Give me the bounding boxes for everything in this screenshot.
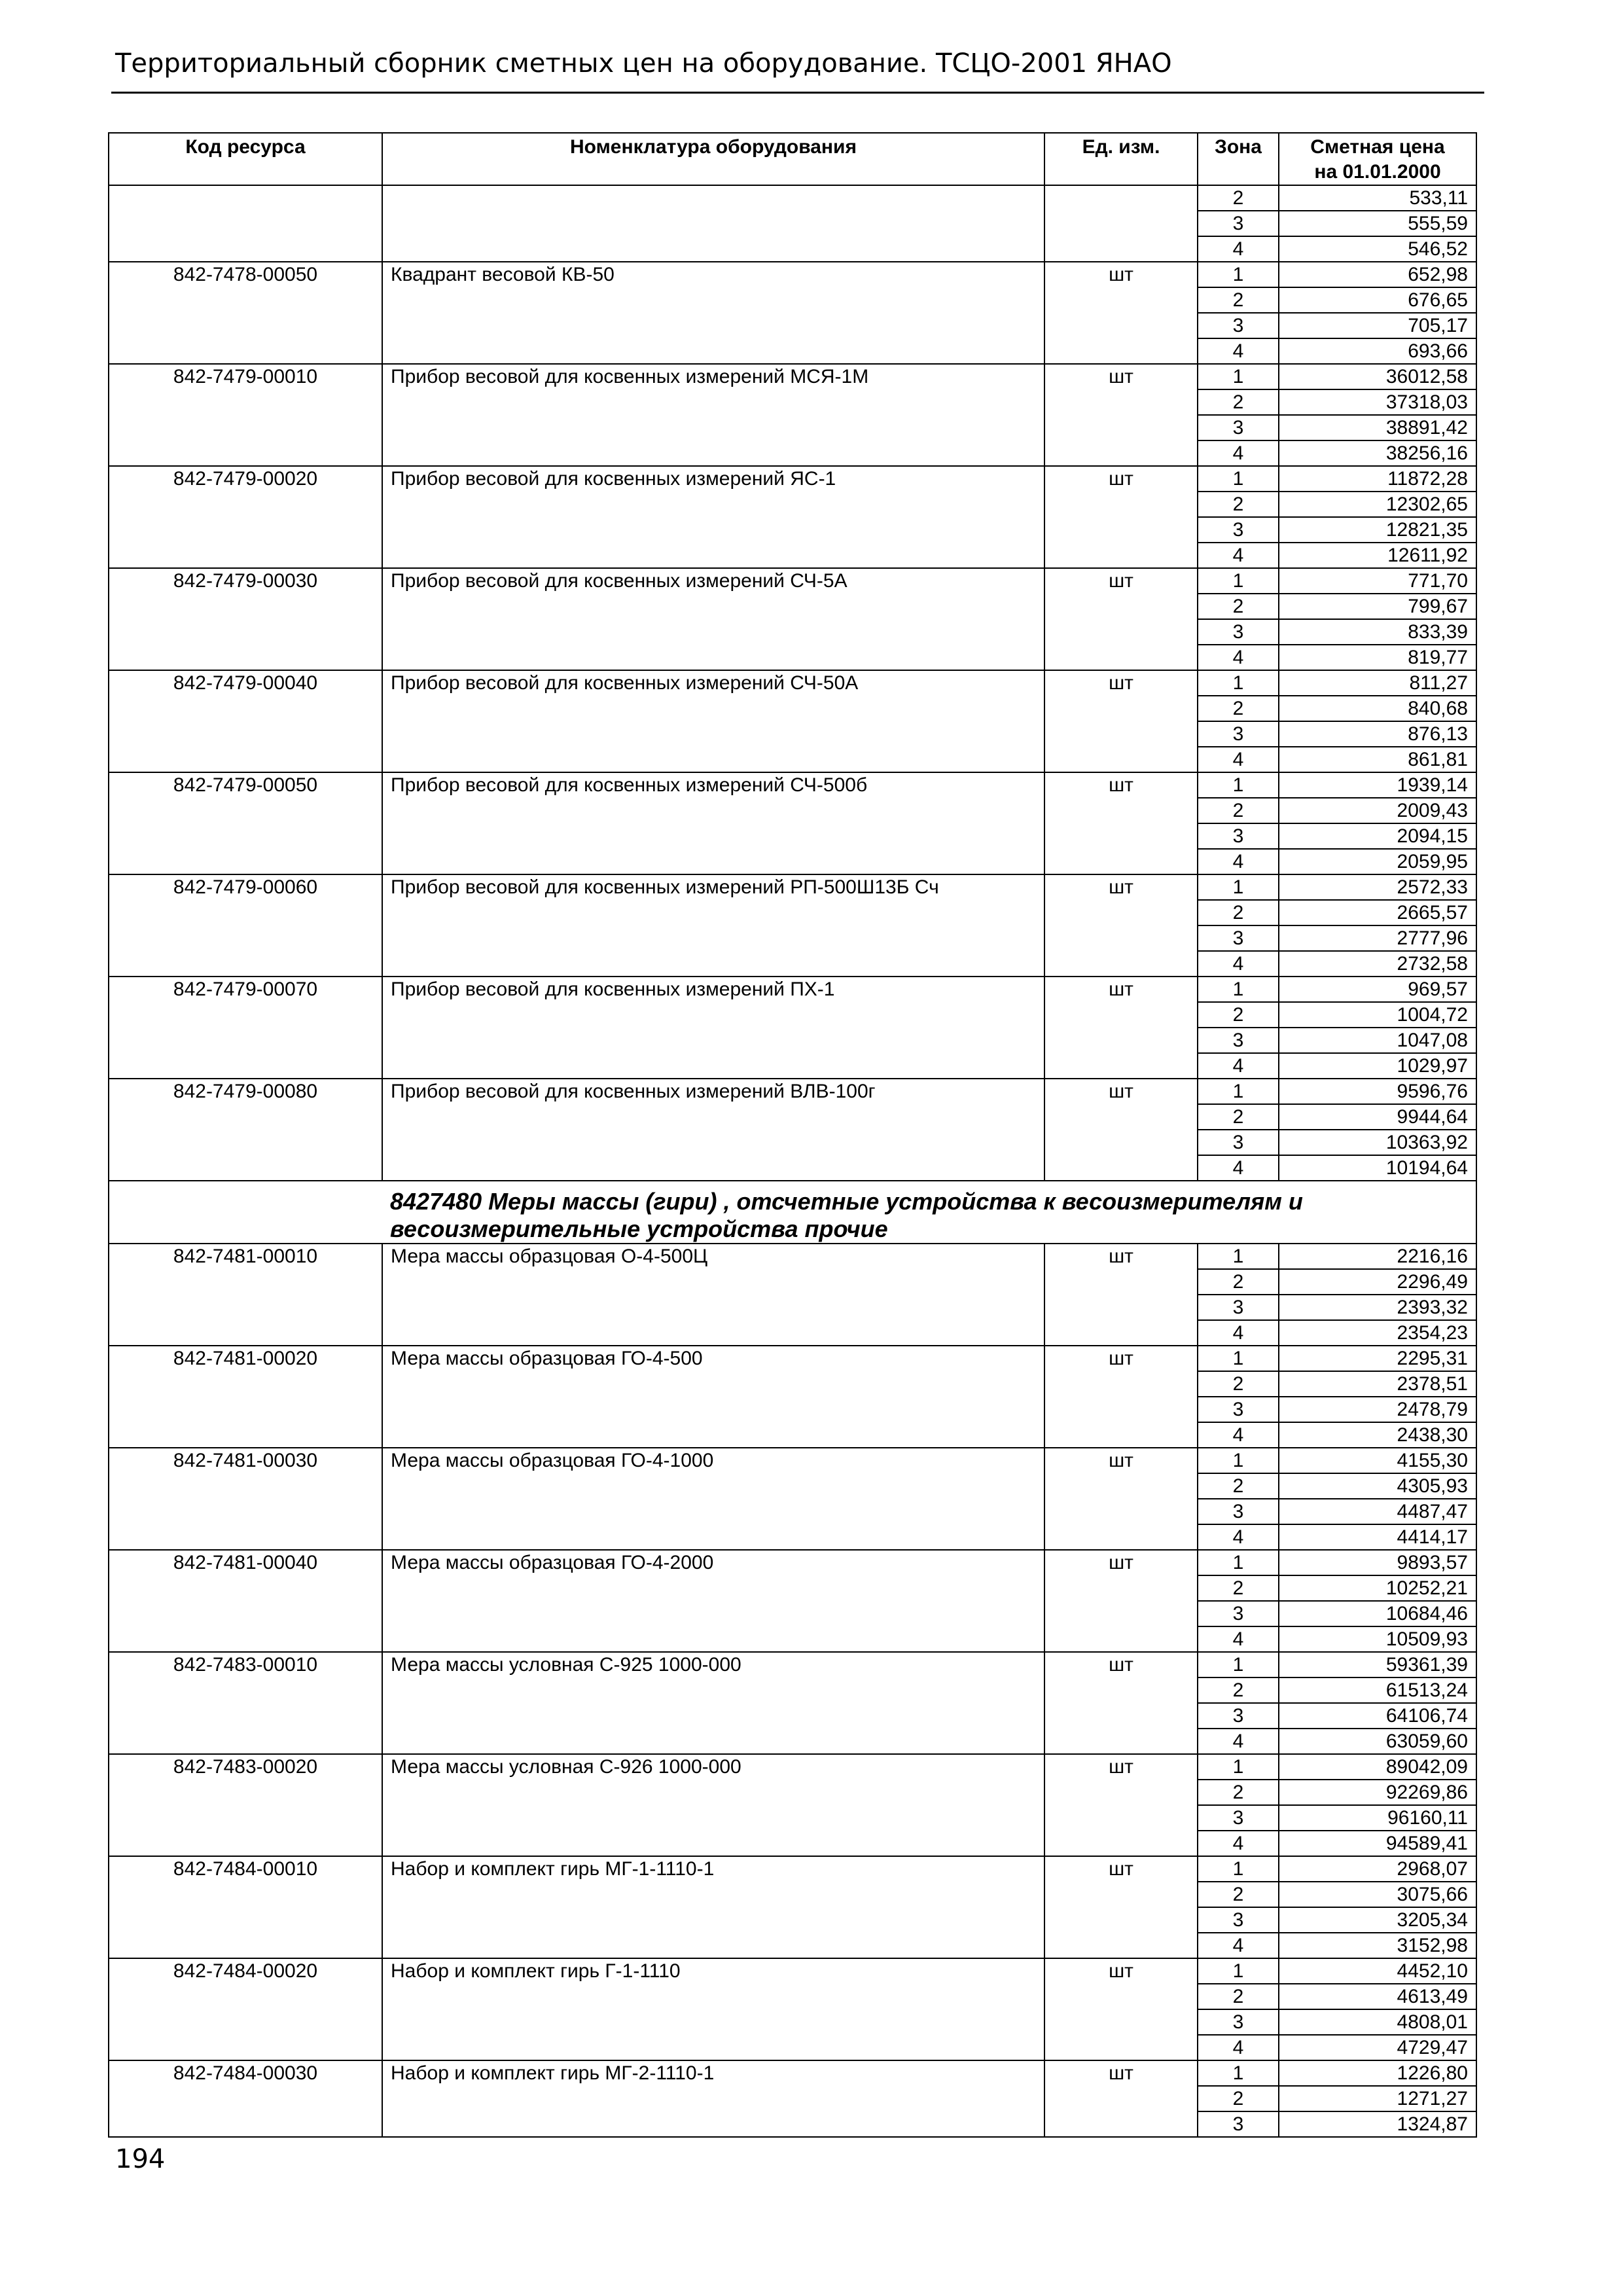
zone-cell: 2 (1198, 1371, 1279, 1397)
price-cell: 2438,30 (1279, 1422, 1476, 1448)
resource-code-cell: 842-7481-00010 (109, 1244, 382, 1346)
price-cell: 693,66 (1279, 338, 1476, 364)
zone-cell: 4 (1198, 1831, 1279, 1856)
price-cell: 771,70 (1279, 568, 1476, 594)
zone-cell: 1 (1198, 466, 1279, 492)
column-header-name: Номенклатура оборудования (382, 133, 1044, 185)
equipment-name-cell: Прибор весовой для косвенных измерений ПХ-1 (382, 977, 1044, 1079)
zone-cell: 3 (1198, 1295, 1279, 1320)
table-row (109, 466, 1476, 492)
column-header-price (1279, 133, 1476, 185)
zone-cell: 3 (1198, 1397, 1279, 1422)
price-cell: 2378,51 (1279, 1371, 1476, 1397)
zone-cell: 4 (1198, 747, 1279, 772)
price-cell: 38891,42 (1279, 415, 1476, 440)
zone-cell: 3 (1198, 1907, 1279, 1933)
price-cell: 705,17 (1279, 313, 1476, 338)
table-row (109, 2060, 1476, 2086)
unit-cell: шт (1044, 466, 1198, 568)
zone-cell: 3 (1198, 313, 1279, 338)
price-cell: 61513,24 (1279, 1677, 1476, 1703)
zone-cell: 2 (1198, 696, 1279, 721)
zone-cell: 1 (1198, 1958, 1279, 1984)
price-cell: 533,11 (1279, 185, 1476, 211)
price-cell: 2732,58 (1279, 951, 1476, 977)
equipment-name-cell: Набор и комплект гирь МГ-2-1110-1 (382, 2060, 1044, 2137)
price-cell: 876,13 (1279, 721, 1476, 747)
zone-cell: 2 (1198, 1677, 1279, 1703)
zone-cell: 3 (1198, 1805, 1279, 1831)
column-header-code: Код ресурса (109, 133, 382, 185)
price-cell: 59361,39 (1279, 1652, 1476, 1677)
price-cell: 969,57 (1279, 977, 1476, 1002)
zone-cell: 3 (1198, 925, 1279, 951)
table-row (109, 1958, 1476, 1984)
resource-code-cell: 842-7479-00070 (109, 977, 382, 1079)
resource-code-cell: 842-7484-00030 (109, 2060, 382, 2137)
price-cell: 2777,96 (1279, 925, 1476, 951)
equipment-name-cell: Мера массы условная С-925 1000-000 (382, 1652, 1044, 1754)
price-cell: 819,77 (1279, 645, 1476, 670)
zone-cell: 4 (1198, 1933, 1279, 1958)
price-cell: 4613,49 (1279, 1984, 1476, 2009)
zone-cell: 1 (1198, 262, 1279, 287)
zone-cell: 4 (1198, 1320, 1279, 1346)
equipment-name-cell: Мера массы образцовая О-4-500Ц (382, 1244, 1044, 1346)
zone-cell: 4 (1198, 645, 1279, 670)
resource-code-cell: 842-7483-00010 (109, 1652, 382, 1754)
column-header-zone: Зона (1198, 133, 1279, 185)
zone-cell: 2 (1198, 594, 1279, 619)
unit-cell: шт (1044, 364, 1198, 466)
unit-cell: шт (1044, 1244, 1198, 1346)
table-row (109, 1346, 1476, 1371)
price-cell: 2094,15 (1279, 823, 1476, 849)
zone-cell: 1 (1198, 772, 1279, 798)
price-cell: 9944,64 (1279, 1104, 1476, 1130)
unit-cell: шт (1044, 1079, 1198, 1181)
price-cell: 4808,01 (1279, 2009, 1476, 2035)
zone-cell: 3 (1198, 823, 1279, 849)
equipment-name-cell: Квадрант весовой КВ-50 (382, 262, 1044, 364)
zone-cell: 1 (1198, 364, 1279, 389)
price-cell: 676,65 (1279, 287, 1476, 313)
price-cell: 63059,60 (1279, 1729, 1476, 1754)
zone-cell: 3 (1198, 211, 1279, 236)
price-cell: 10363,92 (1279, 1130, 1476, 1155)
zone-cell: 1 (1198, 1346, 1279, 1371)
zone-cell: 2 (1198, 389, 1279, 415)
resource-code-cell: 842-7481-00020 (109, 1346, 382, 1448)
equipment-name-cell: Набор и комплект гирь МГ-1-1110-1 (382, 1856, 1044, 1958)
price-cell: 3205,34 (1279, 1907, 1476, 1933)
table-row (109, 364, 1476, 389)
zone-cell: 1 (1198, 2060, 1279, 2086)
unit-cell: шт (1044, 1652, 1198, 1754)
table-row (109, 568, 1476, 594)
price-cell: 36012,58 (1279, 364, 1476, 389)
price-cell: 1271,27 (1279, 2086, 1476, 2111)
zone-cell: 3 (1198, 2009, 1279, 2035)
unit-cell: шт (1044, 262, 1198, 364)
zone-cell: 4 (1198, 1422, 1279, 1448)
zone-cell: 3 (1198, 1601, 1279, 1626)
zone-cell: 4 (1198, 236, 1279, 262)
zone-cell: 1 (1198, 670, 1279, 696)
equipment-name-cell: Набор и комплект гирь Г-1-1110 (382, 1958, 1044, 2060)
column-header-price-line1: Сметная цена (1310, 136, 1445, 158)
zone-cell: 2 (1198, 287, 1279, 313)
price-cell: 833,39 (1279, 619, 1476, 645)
zone-cell: 2 (1198, 900, 1279, 925)
zone-cell: 2 (1198, 1104, 1279, 1130)
price-cell: 96160,11 (1279, 1805, 1476, 1831)
price-cell: 840,68 (1279, 696, 1476, 721)
equipment-name-cell: Мера массы образцовая ГО-4-2000 (382, 1550, 1044, 1652)
table-row (109, 874, 1476, 900)
price-cell: 10252,21 (1279, 1575, 1476, 1601)
zone-cell: 2 (1198, 1269, 1279, 1295)
zone-cell: 1 (1198, 977, 1279, 1002)
equipment-name-cell: Мера массы условная С-926 1000-000 (382, 1754, 1044, 1856)
table-row (109, 1652, 1476, 1677)
zone-cell: 4 (1198, 951, 1279, 977)
equipment-name-cell: Прибор весовой для косвенных измерений СЧ-50А (382, 670, 1044, 772)
zone-cell: 3 (1198, 1499, 1279, 1524)
zone-cell: 4 (1198, 2035, 1279, 2060)
price-cell: 2009,43 (1279, 798, 1476, 823)
zone-cell: 4 (1198, 1729, 1279, 1754)
zone-cell: 1 (1198, 568, 1279, 594)
price-cell: 37318,03 (1279, 389, 1476, 415)
zone-cell: 3 (1198, 415, 1279, 440)
zone-cell: 3 (1198, 517, 1279, 543)
price-cell: 92269,86 (1279, 1780, 1476, 1805)
zone-cell: 2 (1198, 492, 1279, 517)
price-cell: 555,59 (1279, 211, 1476, 236)
zone-cell: 2 (1198, 1882, 1279, 1907)
price-cell: 811,27 (1279, 670, 1476, 696)
zone-cell: 1 (1198, 1079, 1279, 1104)
price-cell: 799,67 (1279, 594, 1476, 619)
price-cell: 3075,66 (1279, 1882, 1476, 1907)
resource-code-cell: 842-7479-00030 (109, 568, 382, 670)
price-cell: 2665,57 (1279, 900, 1476, 925)
zone-cell: 1 (1198, 1550, 1279, 1575)
zone-cell: 4 (1198, 849, 1279, 874)
price-cell: 4305,93 (1279, 1473, 1476, 1499)
price-cell: 546,52 (1279, 236, 1476, 262)
table-row (109, 1856, 1476, 1882)
equipment-name-cell: Прибор весовой для косвенных измерений МСЯ-1М (382, 364, 1044, 466)
price-cell: 1004,72 (1279, 1002, 1476, 1028)
zone-cell: 2 (1198, 2086, 1279, 2111)
price-cell: 64106,74 (1279, 1703, 1476, 1729)
table-row (109, 1079, 1476, 1104)
unit-cell: шт (1044, 568, 1198, 670)
unit-cell: шт (1044, 1958, 1198, 2060)
price-cell: 2354,23 (1279, 1320, 1476, 1346)
price-cell: 12302,65 (1279, 492, 1476, 517)
equipment-name-cell: Мера массы образцовая ГО-4-500 (382, 1346, 1044, 1448)
equipment-name-cell: Прибор весовой для косвенных измерений РП-500Ш13Б Сч (382, 874, 1044, 977)
table-row (109, 262, 1476, 287)
price-cell: 1226,80 (1279, 2060, 1476, 2086)
page-number: 194 (115, 2144, 166, 2174)
resource-code-cell: 842-7479-00040 (109, 670, 382, 772)
zone-cell: 2 (1198, 1002, 1279, 1028)
unit-cell: шт (1044, 977, 1198, 1079)
price-cell: 38256,16 (1279, 440, 1476, 466)
column-header-unit: Ед. изм. (1044, 133, 1198, 185)
header-divider (111, 92, 1484, 94)
price-cell: 12611,92 (1279, 543, 1476, 568)
price-cell: 2478,79 (1279, 1397, 1476, 1422)
price-cell: 12821,35 (1279, 517, 1476, 543)
zone-cell: 4 (1198, 1155, 1279, 1181)
table-row (109, 977, 1476, 1002)
unit-cell: шт (1044, 2060, 1198, 2137)
resource-code-cell (109, 185, 382, 262)
table-row (109, 1244, 1476, 1269)
equipment-name-cell (382, 185, 1044, 262)
column-header-price-line2: на 01.01.2000 (1314, 161, 1441, 183)
unit-cell: шт (1044, 1856, 1198, 1958)
zone-cell: 4 (1198, 1626, 1279, 1652)
equipment-name-cell: Мера массы образцовая ГО-4-1000 (382, 1448, 1044, 1550)
zone-cell: 3 (1198, 619, 1279, 645)
price-cell: 652,98 (1279, 262, 1476, 287)
unit-cell: шт (1044, 670, 1198, 772)
resource-code-cell: 842-7484-00020 (109, 1958, 382, 2060)
unit-cell: шт (1044, 1346, 1198, 1448)
table-row (109, 185, 1476, 211)
zone-cell: 4 (1198, 338, 1279, 364)
zone-cell: 4 (1198, 440, 1279, 466)
equipment-name-cell: Прибор весовой для косвенных измерений ЯС-1 (382, 466, 1044, 568)
price-cell: 2572,33 (1279, 874, 1476, 900)
price-table (108, 132, 1477, 2138)
price-cell: 2968,07 (1279, 1856, 1476, 1882)
table-row (109, 670, 1476, 696)
zone-cell: 3 (1198, 1130, 1279, 1155)
equipment-name-cell: Прибор весовой для косвенных измерений СЧ-5А (382, 568, 1044, 670)
resource-code-cell: 842-7479-00020 (109, 466, 382, 568)
table-row (109, 772, 1476, 798)
price-cell: 9893,57 (1279, 1550, 1476, 1575)
page-title: Территориальный сборник сметных цен на оборудование. ТСЦО-2001 ЯНАО (115, 48, 1172, 79)
table-row (109, 1754, 1476, 1780)
price-cell: 4729,47 (1279, 2035, 1476, 2060)
equipment-name-cell: Прибор весовой для косвенных измерений СЧ-500б (382, 772, 1044, 874)
price-cell: 1047,08 (1279, 1028, 1476, 1053)
price-cell: 11872,28 (1279, 466, 1476, 492)
resource-code-cell: 842-7479-00080 (109, 1079, 382, 1181)
unit-cell: шт (1044, 1754, 1198, 1856)
table-row (109, 1550, 1476, 1575)
section-code-cell (109, 1181, 382, 1244)
price-cell: 2393,32 (1279, 1295, 1476, 1320)
table-header (109, 133, 1476, 185)
price-cell: 10509,93 (1279, 1626, 1476, 1652)
unit-cell: шт (1044, 874, 1198, 977)
price-cell: 2296,49 (1279, 1269, 1476, 1295)
unit-cell: шт (1044, 1550, 1198, 1652)
zone-cell: 1 (1198, 1652, 1279, 1677)
price-cell: 2059,95 (1279, 849, 1476, 874)
price-cell: 1029,97 (1279, 1053, 1476, 1079)
resource-code-cell: 842-7481-00030 (109, 1448, 382, 1550)
price-cell: 10684,46 (1279, 1601, 1476, 1626)
equipment-name-cell: Прибор весовой для косвенных измерений ВЛВ-100г (382, 1079, 1044, 1181)
zone-cell: 2 (1198, 798, 1279, 823)
zone-cell: 1 (1198, 1754, 1279, 1780)
resource-code-cell: 842-7483-00020 (109, 1754, 382, 1856)
resource-code-cell: 842-7479-00010 (109, 364, 382, 466)
resource-code-cell: 842-7484-00010 (109, 1856, 382, 1958)
section-title: 8427480 Меры массы (гири) , отсчетные устройства к весоизмерителям и весоизмерительные устройства прочие (382, 1181, 1476, 1244)
zone-cell: 1 (1198, 1448, 1279, 1473)
zone-cell: 2 (1198, 1984, 1279, 2009)
price-cell: 2216,16 (1279, 1244, 1476, 1269)
zone-cell: 3 (1198, 721, 1279, 747)
resource-code-cell: 842-7479-00060 (109, 874, 382, 977)
unit-cell: шт (1044, 772, 1198, 874)
zone-cell: 2 (1198, 1575, 1279, 1601)
price-cell: 9596,76 (1279, 1079, 1476, 1104)
price-cell: 4452,10 (1279, 1958, 1476, 1984)
price-cell: 4414,17 (1279, 1524, 1476, 1550)
price-cell: 89042,09 (1279, 1754, 1476, 1780)
price-cell: 4487,47 (1279, 1499, 1476, 1524)
price-cell: 3152,98 (1279, 1933, 1476, 1958)
zone-cell: 1 (1198, 874, 1279, 900)
price-cell: 861,81 (1279, 747, 1476, 772)
zone-cell: 3 (1198, 2111, 1279, 2137)
zone-cell: 1 (1198, 1856, 1279, 1882)
price-cell: 2295,31 (1279, 1346, 1476, 1371)
table-body (109, 185, 1476, 2137)
price-cell: 1939,14 (1279, 772, 1476, 798)
zone-cell: 2 (1198, 185, 1279, 211)
zone-cell: 3 (1198, 1703, 1279, 1729)
zone-cell: 2 (1198, 1473, 1279, 1499)
zone-cell: 4 (1198, 1053, 1279, 1079)
table-row (109, 1448, 1476, 1473)
zone-cell: 3 (1198, 1028, 1279, 1053)
price-cell: 94589,41 (1279, 1831, 1476, 1856)
resource-code-cell: 842-7479-00050 (109, 772, 382, 874)
zone-cell: 4 (1198, 543, 1279, 568)
zone-cell: 4 (1198, 1524, 1279, 1550)
unit-cell: шт (1044, 1448, 1198, 1550)
resource-code-cell: 842-7481-00040 (109, 1550, 382, 1652)
price-cell: 10194,64 (1279, 1155, 1476, 1181)
price-cell: 1324,87 (1279, 2111, 1476, 2137)
unit-cell (1044, 185, 1198, 262)
zone-cell: 2 (1198, 1780, 1279, 1805)
price-cell: 4155,30 (1279, 1448, 1476, 1473)
zone-cell: 1 (1198, 1244, 1279, 1269)
section-heading-row (109, 1181, 1476, 1244)
resource-code-cell: 842-7478-00050 (109, 262, 382, 364)
